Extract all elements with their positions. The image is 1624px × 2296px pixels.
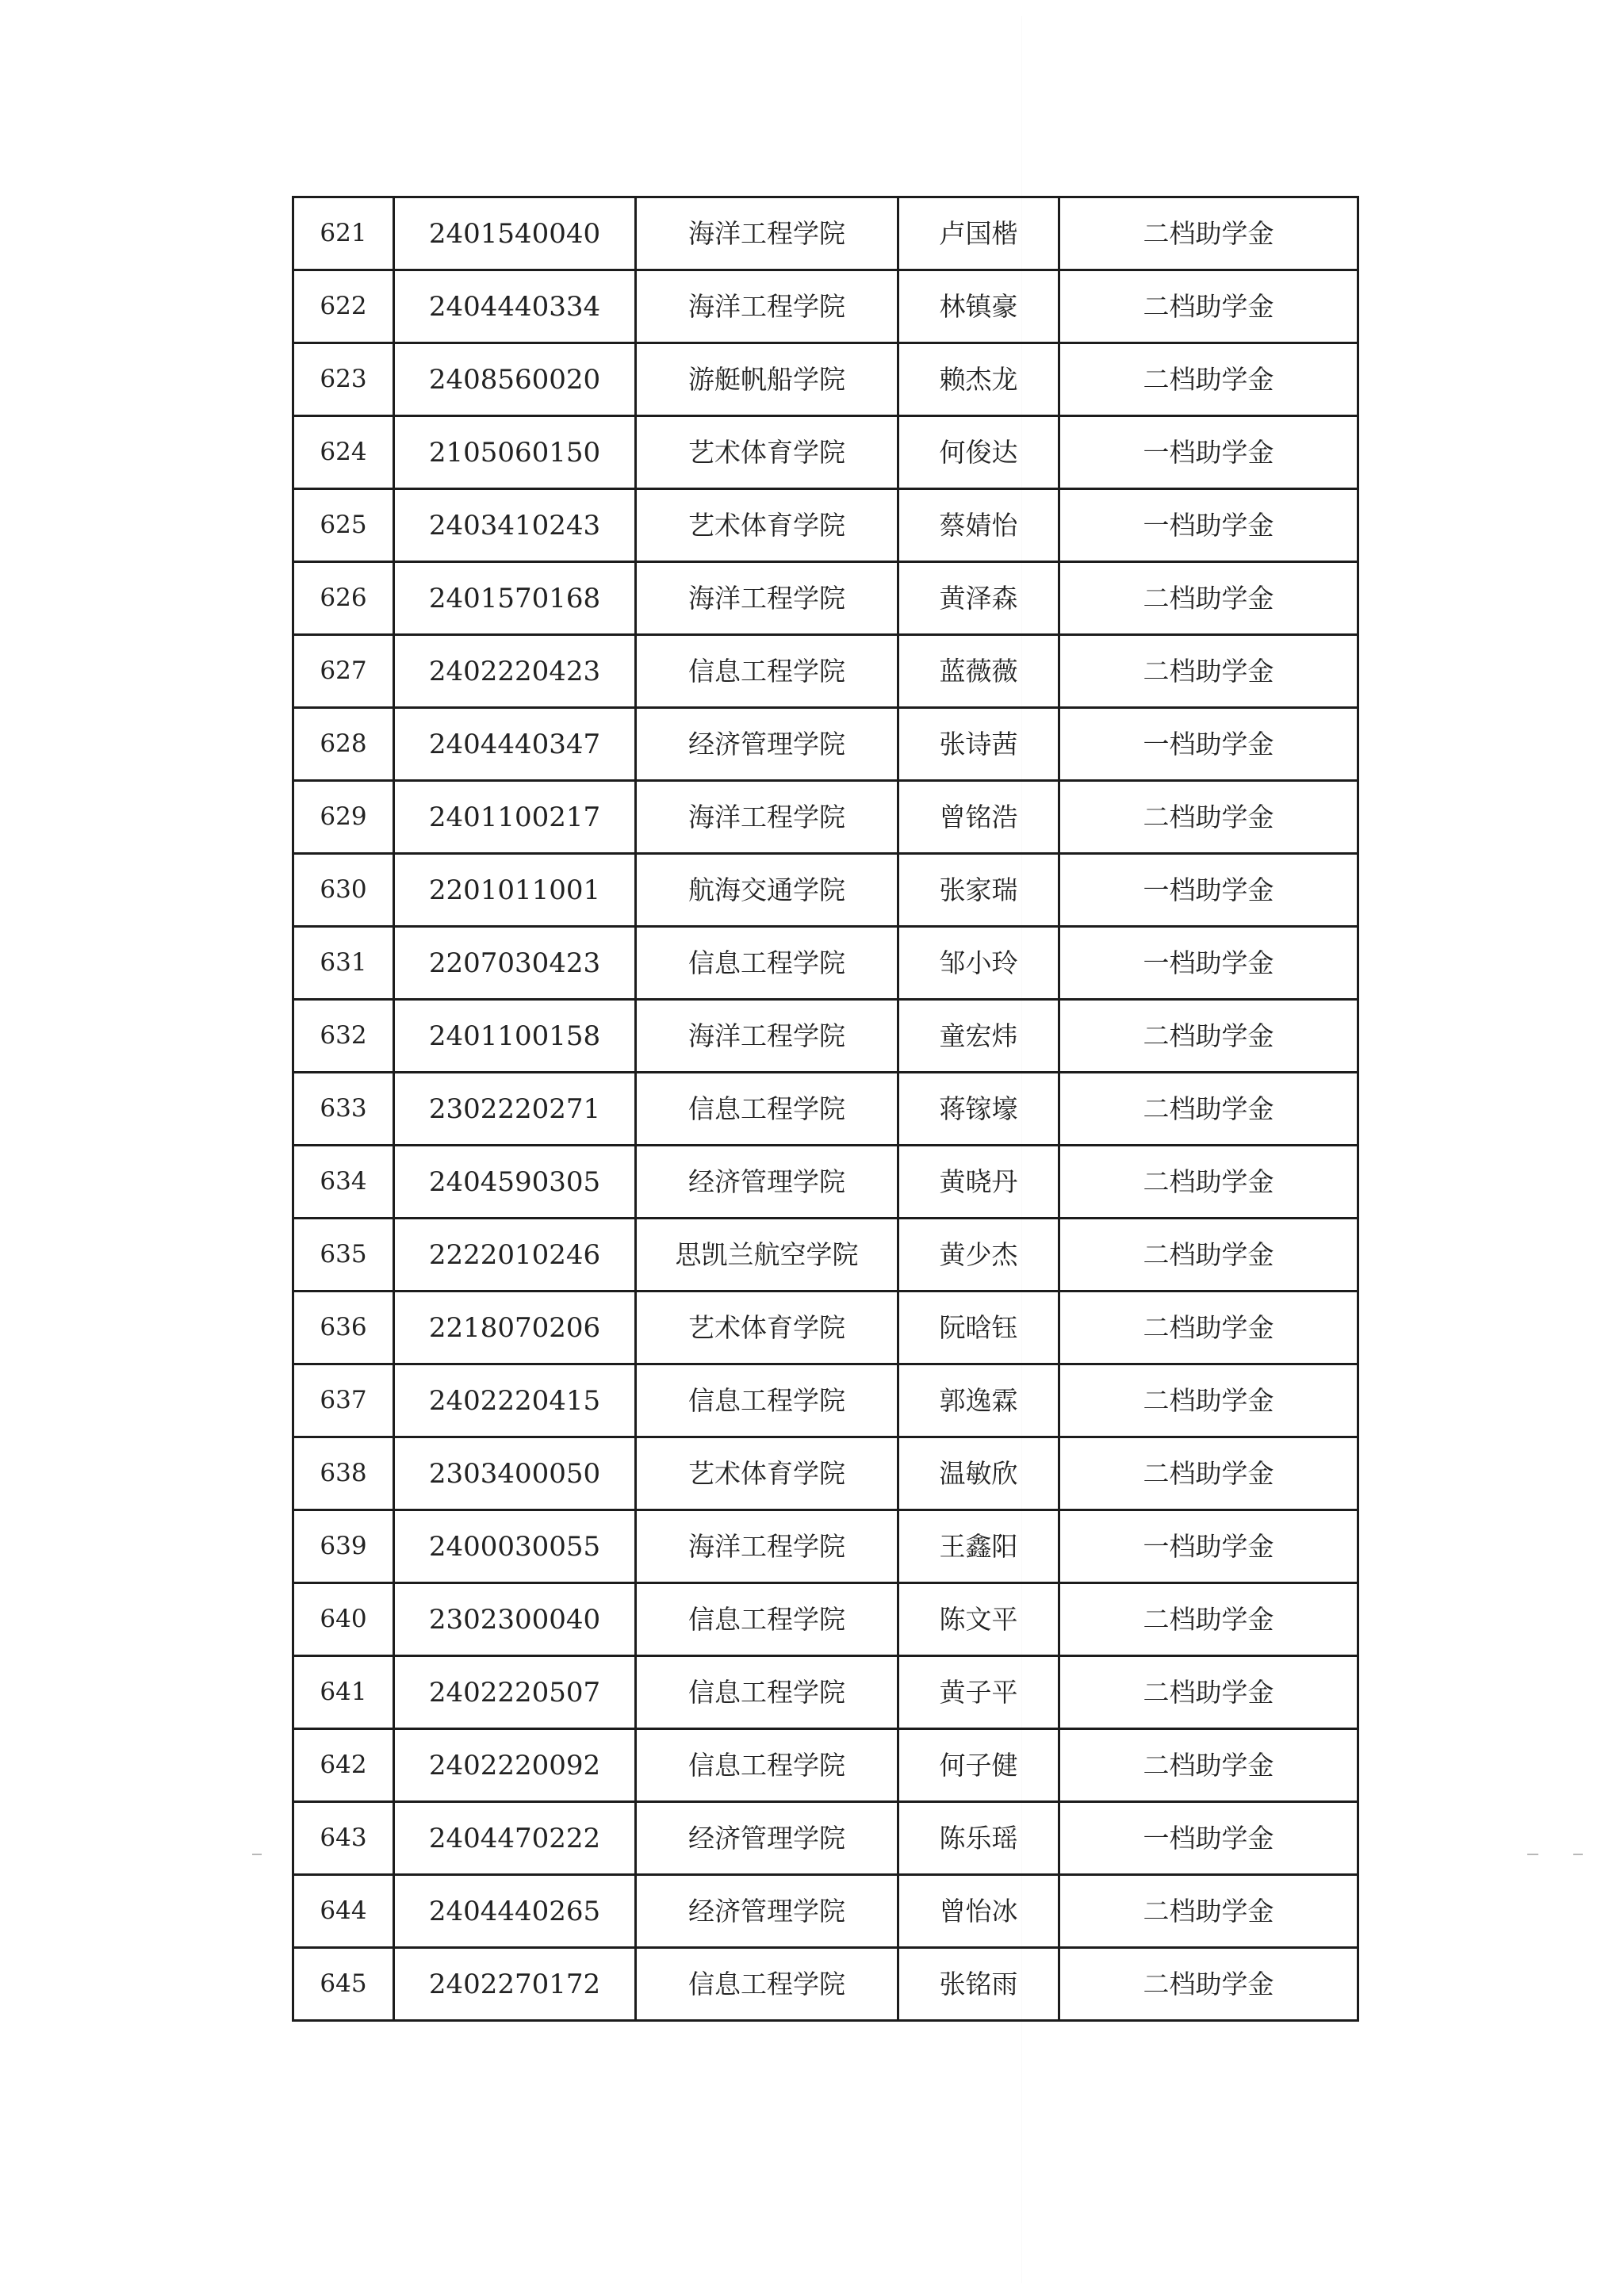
student-name-cell: 郭逸霖 bbox=[898, 1364, 1059, 1437]
student-name-cell: 何俊达 bbox=[898, 416, 1059, 489]
student-id-cell: 2402220092 bbox=[394, 1729, 636, 1802]
table-row bbox=[293, 781, 1358, 854]
college-cell: 信息工程学院 bbox=[636, 1729, 898, 1802]
table-row bbox=[293, 1364, 1358, 1437]
row-number-cell: 629 bbox=[293, 781, 394, 854]
student-name-cell: 何子健 bbox=[898, 1729, 1059, 1802]
college-cell: 经济管理学院 bbox=[636, 1875, 898, 1948]
row-number-cell: 635 bbox=[293, 1219, 394, 1292]
college-cell: 海洋工程学院 bbox=[636, 270, 898, 343]
table-row bbox=[293, 270, 1358, 343]
table-row bbox=[293, 1729, 1358, 1802]
college-cell: 海洋工程学院 bbox=[636, 1510, 898, 1583]
grant-level-cell: 一档助学金 bbox=[1059, 1510, 1358, 1583]
student-name-cell: 蔡婧怡 bbox=[898, 489, 1059, 562]
row-number-cell: 621 bbox=[293, 197, 394, 270]
row-number-cell: 627 bbox=[293, 635, 394, 708]
grant-level-cell: 二档助学金 bbox=[1059, 635, 1358, 708]
student-id-cell: 2402270172 bbox=[394, 1948, 636, 2021]
grant-level-cell: 二档助学金 bbox=[1059, 1292, 1358, 1364]
student-name-cell: 蒋镓壕 bbox=[898, 1073, 1059, 1146]
student-id-cell: 2404440347 bbox=[394, 708, 636, 781]
student-id-cell: 2401100158 bbox=[394, 1000, 636, 1073]
table-row bbox=[293, 489, 1358, 562]
college-cell: 游艇帆船学院 bbox=[636, 343, 898, 416]
grant-level-cell: 二档助学金 bbox=[1059, 1583, 1358, 1656]
student-name-cell: 邹小玲 bbox=[898, 927, 1059, 1000]
row-number-cell: 641 bbox=[293, 1656, 394, 1729]
student-name-cell: 陈文平 bbox=[898, 1583, 1059, 1656]
grant-level-cell: 二档助学金 bbox=[1059, 343, 1358, 416]
student-name-cell: 陈乐瑶 bbox=[898, 1802, 1059, 1875]
college-cell: 经济管理学院 bbox=[636, 708, 898, 781]
row-number-cell: 642 bbox=[293, 1729, 394, 1802]
table-row bbox=[293, 1146, 1358, 1219]
student-name-cell: 赖杰龙 bbox=[898, 343, 1059, 416]
row-number-cell: 645 bbox=[293, 1948, 394, 2021]
row-number-cell: 632 bbox=[293, 1000, 394, 1073]
student-id-cell: 2302220271 bbox=[394, 1073, 636, 1146]
student-name-cell: 温敏欣 bbox=[898, 1437, 1059, 1510]
row-number-cell: 624 bbox=[293, 416, 394, 489]
grant-level-cell: 二档助学金 bbox=[1059, 1948, 1358, 2021]
student-name-cell: 王鑫阳 bbox=[898, 1510, 1059, 1583]
college-cell: 艺术体育学院 bbox=[636, 416, 898, 489]
college-cell: 海洋工程学院 bbox=[636, 781, 898, 854]
student-name-cell: 童宏炜 bbox=[898, 1000, 1059, 1073]
row-number-cell: 633 bbox=[293, 1073, 394, 1146]
student-name-cell: 张家瑞 bbox=[898, 854, 1059, 927]
student-name-cell: 黄晓丹 bbox=[898, 1146, 1059, 1219]
student-id-cell: 2302300040 bbox=[394, 1583, 636, 1656]
grant-level-cell: 二档助学金 bbox=[1059, 1364, 1358, 1437]
college-cell: 艺术体育学院 bbox=[636, 489, 898, 562]
table-row bbox=[293, 197, 1358, 270]
grant-level-cell: 二档助学金 bbox=[1059, 562, 1358, 635]
college-cell: 信息工程学院 bbox=[636, 1656, 898, 1729]
student-id-cell: 2402220415 bbox=[394, 1364, 636, 1437]
college-cell: 信息工程学院 bbox=[636, 1073, 898, 1146]
grant-level-cell: 二档助学金 bbox=[1059, 1146, 1358, 1219]
row-number-cell: 644 bbox=[293, 1875, 394, 1948]
row-number-cell: 631 bbox=[293, 927, 394, 1000]
college-cell: 海洋工程学院 bbox=[636, 562, 898, 635]
table-row bbox=[293, 1583, 1358, 1656]
student-id-cell: 2218070206 bbox=[394, 1292, 636, 1364]
college-cell: 艺术体育学院 bbox=[636, 1292, 898, 1364]
student-id-cell: 2105060150 bbox=[394, 416, 636, 489]
student-id-cell: 2401570168 bbox=[394, 562, 636, 635]
student-id-cell: 2201011001 bbox=[394, 854, 636, 927]
student-id-cell: 2400030055 bbox=[394, 1510, 636, 1583]
college-cell: 经济管理学院 bbox=[636, 1802, 898, 1875]
college-cell: 信息工程学院 bbox=[636, 1364, 898, 1437]
grant-level-cell: 二档助学金 bbox=[1059, 1219, 1358, 1292]
student-id-cell: 2402220507 bbox=[394, 1656, 636, 1729]
row-number-cell: 628 bbox=[293, 708, 394, 781]
student-name-cell: 蓝薇薇 bbox=[898, 635, 1059, 708]
student-name-cell: 黄子平 bbox=[898, 1656, 1059, 1729]
grant-level-cell: 二档助学金 bbox=[1059, 1000, 1358, 1073]
table-row bbox=[293, 854, 1358, 927]
grant-level-cell: 二档助学金 bbox=[1059, 197, 1358, 270]
student-name-cell: 黄泽森 bbox=[898, 562, 1059, 635]
college-cell: 海洋工程学院 bbox=[636, 197, 898, 270]
student-id-cell: 2401540040 bbox=[394, 197, 636, 270]
table-row bbox=[293, 1073, 1358, 1146]
row-number-cell: 639 bbox=[293, 1510, 394, 1583]
row-number-cell: 623 bbox=[293, 343, 394, 416]
row-number-cell: 625 bbox=[293, 489, 394, 562]
student-name-cell: 阮晗钰 bbox=[898, 1292, 1059, 1364]
table-row bbox=[293, 1437, 1358, 1510]
student-name-cell: 曾怡冰 bbox=[898, 1875, 1059, 1948]
scan-mark-right-2 bbox=[1573, 1854, 1583, 1855]
student-id-cell: 2404470222 bbox=[394, 1802, 636, 1875]
grant-list-table bbox=[292, 196, 1359, 2022]
grant-level-cell: 一档助学金 bbox=[1059, 416, 1358, 489]
row-number-cell: 637 bbox=[293, 1364, 394, 1437]
grant-level-cell: 二档助学金 bbox=[1059, 1656, 1358, 1729]
row-number-cell: 622 bbox=[293, 270, 394, 343]
table-row bbox=[293, 927, 1358, 1000]
college-cell: 信息工程学院 bbox=[636, 1948, 898, 2021]
college-cell: 信息工程学院 bbox=[636, 1583, 898, 1656]
student-name-cell: 林镇豪 bbox=[898, 270, 1059, 343]
table-row bbox=[293, 1292, 1358, 1364]
table-row bbox=[293, 343, 1358, 416]
grant-level-cell: 一档助学金 bbox=[1059, 489, 1358, 562]
student-id-cell: 2408560020 bbox=[394, 343, 636, 416]
table-row bbox=[293, 1948, 1358, 2021]
row-number-cell: 636 bbox=[293, 1292, 394, 1364]
college-cell: 思凯兰航空学院 bbox=[636, 1219, 898, 1292]
row-number-cell: 630 bbox=[293, 854, 394, 927]
student-id-cell: 2222010246 bbox=[394, 1219, 636, 1292]
grant-level-cell: 二档助学金 bbox=[1059, 1729, 1358, 1802]
college-cell: 艺术体育学院 bbox=[636, 1437, 898, 1510]
student-name-cell: 张铭雨 bbox=[898, 1948, 1059, 2021]
table-row bbox=[293, 708, 1358, 781]
college-cell: 信息工程学院 bbox=[636, 635, 898, 708]
grant-level-cell: 一档助学金 bbox=[1059, 927, 1358, 1000]
college-cell: 海洋工程学院 bbox=[636, 1000, 898, 1073]
student-id-cell: 2303400050 bbox=[394, 1437, 636, 1510]
row-number-cell: 626 bbox=[293, 562, 394, 635]
table-row bbox=[293, 1510, 1358, 1583]
grant-level-cell: 二档助学金 bbox=[1059, 1073, 1358, 1146]
college-cell: 信息工程学院 bbox=[636, 927, 898, 1000]
college-cell: 经济管理学院 bbox=[636, 1146, 898, 1219]
student-id-cell: 2403410243 bbox=[394, 489, 636, 562]
table-row bbox=[293, 1802, 1358, 1875]
table-row bbox=[293, 1219, 1358, 1292]
student-name-cell: 黄少杰 bbox=[898, 1219, 1059, 1292]
grant-level-cell: 二档助学金 bbox=[1059, 781, 1358, 854]
table-body bbox=[293, 197, 1358, 2021]
student-id-cell: 2404440265 bbox=[394, 1875, 636, 1948]
grant-level-cell: 二档助学金 bbox=[1059, 270, 1358, 343]
student-id-cell: 2404440334 bbox=[394, 270, 636, 343]
student-name-cell: 张诗茜 bbox=[898, 708, 1059, 781]
scan-mark-right bbox=[1527, 1854, 1538, 1855]
table-row bbox=[293, 1875, 1358, 1948]
table-row bbox=[293, 1656, 1358, 1729]
table-row bbox=[293, 635, 1358, 708]
scan-mark-left bbox=[252, 1854, 262, 1855]
grant-level-cell: 一档助学金 bbox=[1059, 1802, 1358, 1875]
grant-level-cell: 二档助学金 bbox=[1059, 1437, 1358, 1510]
row-number-cell: 640 bbox=[293, 1583, 394, 1656]
row-number-cell: 634 bbox=[293, 1146, 394, 1219]
student-id-cell: 2401100217 bbox=[394, 781, 636, 854]
grant-level-cell: 二档助学金 bbox=[1059, 1875, 1358, 1948]
table-row bbox=[293, 562, 1358, 635]
student-name-cell: 曾铭浩 bbox=[898, 781, 1059, 854]
grant-level-cell: 一档助学金 bbox=[1059, 854, 1358, 927]
row-number-cell: 638 bbox=[293, 1437, 394, 1510]
student-id-cell: 2402220423 bbox=[394, 635, 636, 708]
row-number-cell: 643 bbox=[293, 1802, 394, 1875]
college-cell: 航海交通学院 bbox=[636, 854, 898, 927]
student-id-cell: 2207030423 bbox=[394, 927, 636, 1000]
student-name-cell: 卢国楷 bbox=[898, 197, 1059, 270]
student-id-cell: 2404590305 bbox=[394, 1146, 636, 1219]
table-row bbox=[293, 416, 1358, 489]
table-row bbox=[293, 1000, 1358, 1073]
grant-level-cell: 一档助学金 bbox=[1059, 708, 1358, 781]
